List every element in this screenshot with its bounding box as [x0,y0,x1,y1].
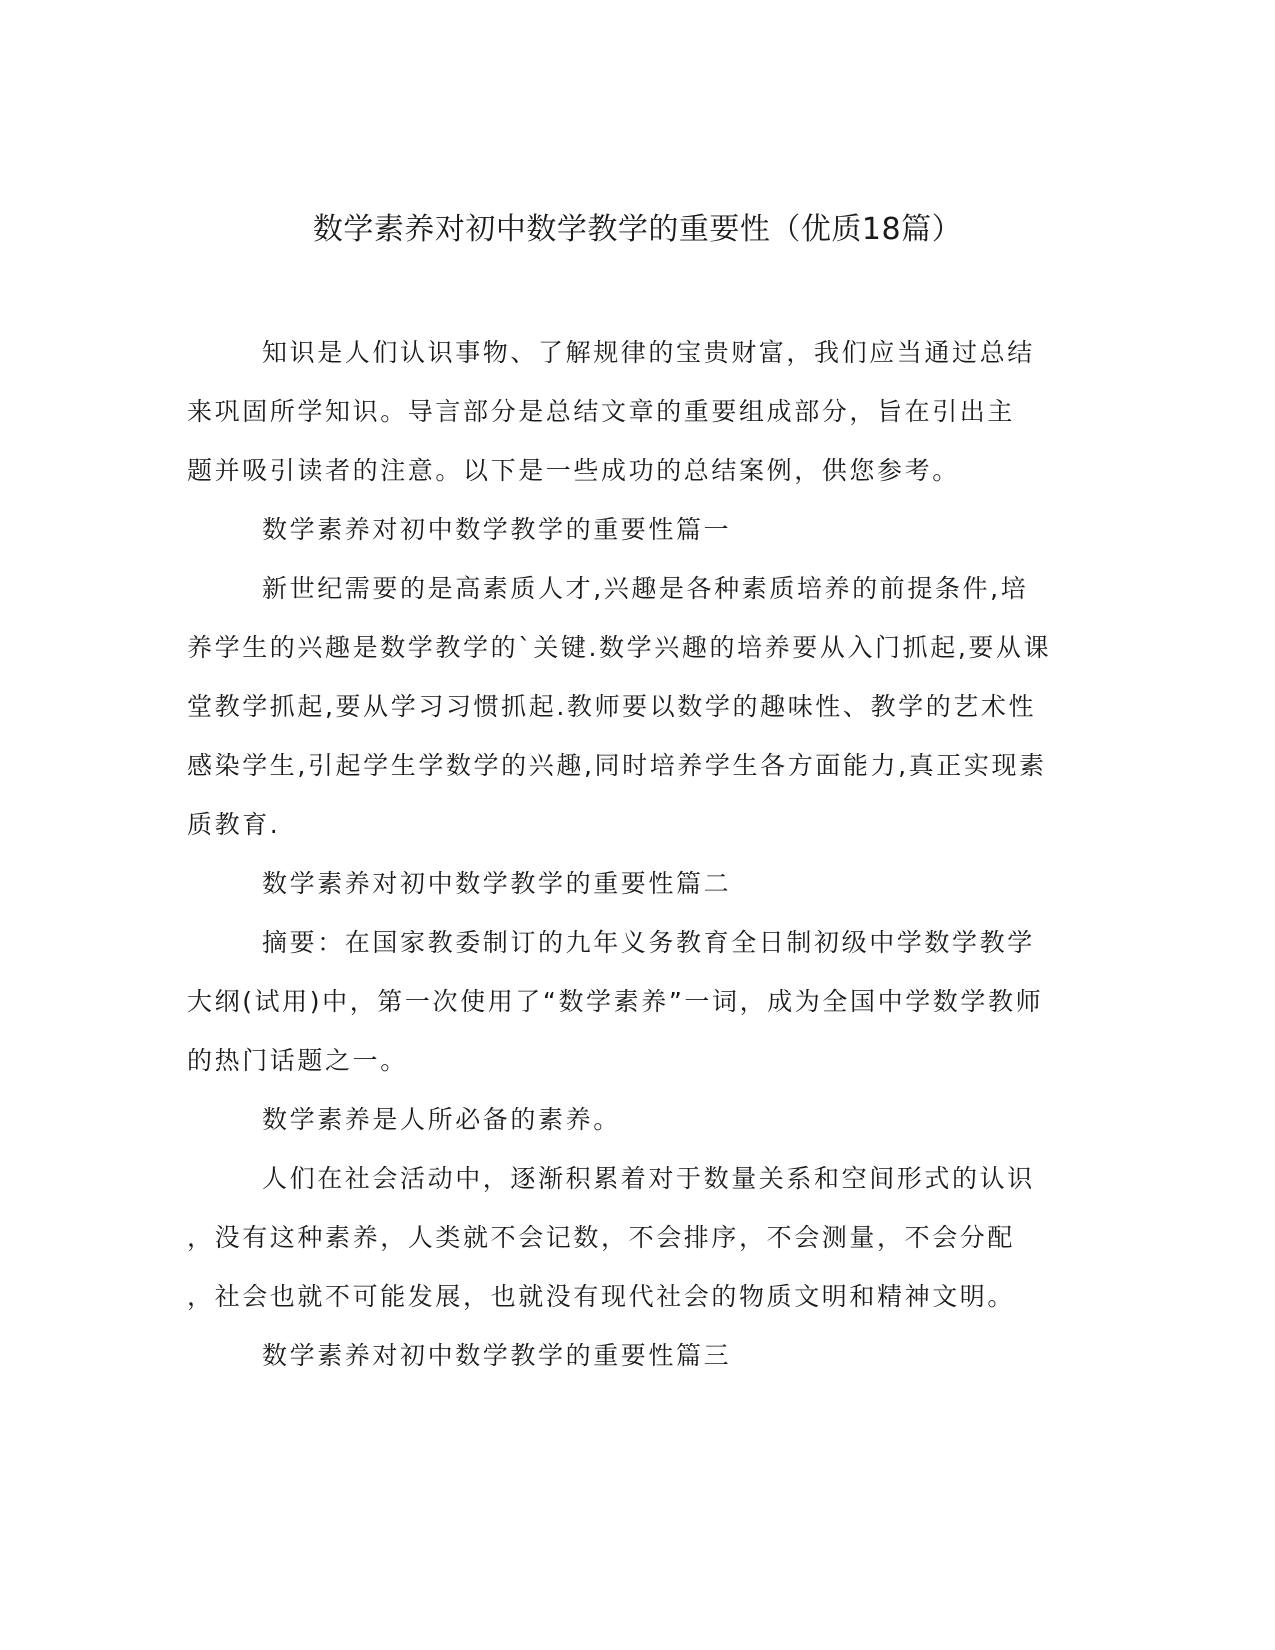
paragraph-line: 堂教学抓起,要从学习习惯抓起.教师要以数学的趣味性、教学的艺术性 [187,692,1037,721]
paragraph-line: 质教育. [187,810,281,839]
body-paragraph [187,1090,1080,1149]
paragraph-line: 知识是人们认识事物、了解规律的宝贵财富，我们应当通过总结 [262,338,1035,367]
body-paragraph [187,1149,1080,1326]
section-heading [187,854,1080,913]
paragraph-line: 数学素养是人所必备的素养。 [262,1105,621,1134]
section-heading [187,1326,1080,1385]
document-body [187,323,1080,1385]
paragraph-line: 摘要：在国家教委制订的九年义务教育全日制初级中学数学教学 [262,928,1035,957]
paragraph-line: 感染学生,引起学生学数学的兴趣,同时培养学生各方面能力,真正实现素 [187,751,1047,780]
paragraph-line: ，社会也就不可能发展，也就没有现代社会的物质文明和精神文明。 [187,1282,1016,1311]
section-heading-text: 数学素养对初中数学教学的重要性篇二 [262,869,732,898]
paragraph-line: ，没有这种素养，人类就不会记数，不会排序，不会测量，不会分配 [187,1223,1016,1252]
body-paragraph [187,559,1080,854]
paragraph-line: 人们在社会活动中，逐渐积累着对于数量关系和空间形式的认识 [262,1164,1035,1193]
paragraph-line: 养学生的兴趣是数学教学的`关键.数学兴趣的培养要从入门抓起,要从课 [187,633,1052,662]
body-paragraph [187,913,1080,1090]
document-title: 数学素养对初中数学教学的重要性（优质18篇） [312,212,963,247]
section-heading-text: 数学素养对初中数学教学的重要性篇一 [262,515,732,544]
paragraph-line: 来巩固所学知识。导言部分是总结文章的重要组成部分，旨在引出主 [187,397,1016,426]
section-heading-text: 数学素养对初中数学教学的重要性篇三 [262,1341,732,1370]
paragraph-line: 的热门话题之一。 [187,1046,408,1075]
paragraph-line: 大纲(试用)中，第一次使用了“数学素养”一词，成为全国中学数学教师 [187,987,1044,1016]
section-heading [187,500,1080,559]
paragraph-line: 新世纪需要的是高素质人才,兴趣是各种素质培养的前提条件,培 [262,574,1029,603]
intro-paragraph [187,323,1080,500]
paragraph-line: 题并吸引读者的注意。以下是一些成功的总结案例，供您参考。 [187,456,960,485]
